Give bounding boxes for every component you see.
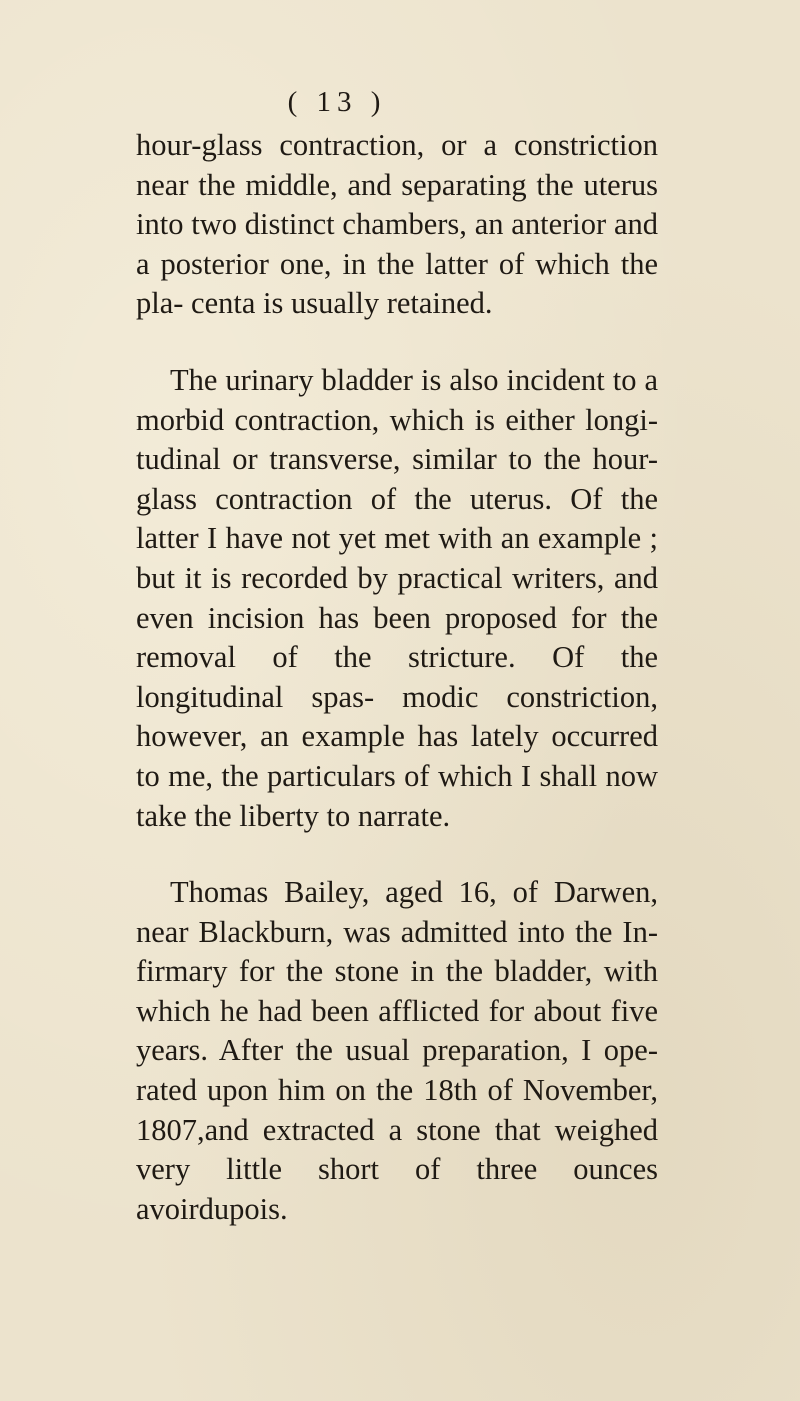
paragraph-continuation: hour-glass contraction, or a constriction near the middle, and separating the uterus into two distinct chambers, an anterior and a posterior one, in the latter of which the pla- centa is usually retained.: [136, 128, 658, 321]
page-number: ( 13 ): [287, 86, 387, 118]
paragraph-case-thomas-bailey: Thomas Bailey, aged 16, of Darwen, near Blackburn, was admitted into the In- firmary for the stone in the bladder, with which he had been afflicted for about five years. After the usual preparation, I ope- rated upon him on the 18th of November, 1807,and extracted a stone that weighed very little short of three ounces avoirdupois.: [136, 875, 658, 1226]
paragraph-urinary-bladder: The urinary bladder is also incident to a morbid contraction, which is either longi- tudinal or transverse, similar to the hour- glass contraction of the uterus. Of the latter I have not yet met with an example ; but it is recorded by practical writers, and even incision has been proposed for the removal of the stricture. Of the longitudinal spas- modic constriction, however, an example has lately occurred to me, the particulars of which I shall now take the liberty to narrate.: [136, 362, 658, 833]
body-text: [136, 126, 658, 1229]
